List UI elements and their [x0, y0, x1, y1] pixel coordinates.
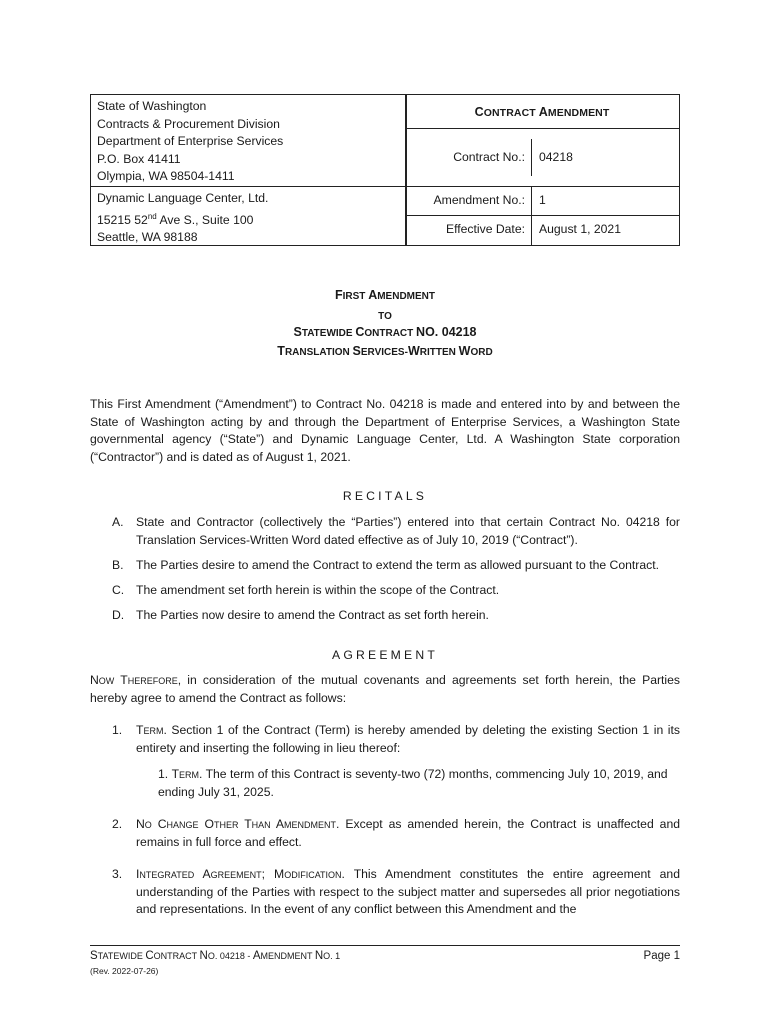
address-line: State of Washington [97, 99, 207, 113]
section-item: 3. Integrated Agreement; Modification. This Amendment constitutes the entire agreement and understanding of the Parties with respect to the subject matter and supersedes all prior negotiations and representations. In the event of any conflict between this Amendment and the [112, 867, 680, 916]
revision-date: (Rev. 2022-07-26) [90, 966, 159, 976]
recital-item: B. The Parties desire to amend the Contract to extend the term as allowed pursuant to the Contract. [112, 558, 659, 572]
sub-item-term: 1. Term. The term of this Contract is seventy-two (72) months, commencing July 10, 2019, and ending July 31, 2025. [158, 767, 668, 799]
effective-date-value: August 1, 2021 [539, 222, 621, 236]
address-line: Contracts & Procurement Division [97, 116, 280, 131]
recital-item: D. The Parties now desire to amend the Contract as set forth herein. [112, 608, 489, 622]
agreement-heading: AGREEMENT [332, 648, 438, 662]
contractor-city: Seattle, WA 98188 [97, 230, 198, 245]
section-item: 1. Term. Section 1 of the Contract (Term) is hereby amended by deleting the existing Section 1 in its entirety and inserting the following in lieu thereof: [112, 723, 680, 755]
title-line-3: STATEWIDE CONTRACT NO. 04218 [293, 325, 477, 339]
address-line: Olympia, WA 98504-1411 [97, 169, 235, 183]
title-line-1: FIRST AMENDMENT [334, 288, 435, 302]
footer-document-id: STATEWIDE CONTRACT NO. 04218 - AMENDMENT NO. 1 [90, 950, 341, 962]
amendment-no-label: Amendment No.: [433, 193, 525, 207]
title-line-2: TO [378, 311, 392, 322]
title-line-4: TRANSLATION SERVICES-WRITTEN WORD [277, 344, 493, 358]
section-item: 2. No Change Other Than Amendment. Except as amended herein, the Contract is unaffected and remains in full force and effect. [112, 817, 680, 849]
contractor-street: 15215 52nd Ave S., Suite 100 [97, 211, 254, 227]
address-line: P.O. Box 41411 [97, 151, 181, 166]
intro-paragraph: This First Amendment (“Amendment”) to Contract No. 04218 is made and entered into by and between the State of Washington acting by and through the Department of Enterprise Services, a Washington State governmental agency (“State”) and Dynamic Language Center, Ltd. A Washington State corporation (“Contractor”) and is dated as of August 1, 2021. [90, 397, 680, 464]
footer-divider [90, 945, 680, 946]
effective-date-label: Effective Date: [445, 222, 525, 236]
state-address-block [97, 98, 283, 186]
amendment-no-value: 1 [539, 193, 546, 207]
agreement-intro: Now Therefore, in consideration of the mutual covenants and agreements set forth herein, the Parties hereby agree to amend the Contract as follows: [90, 673, 680, 705]
contract-no-value: 04218 [539, 150, 573, 164]
address-line: Department of Enterprise Services [97, 134, 284, 148]
recital-item: A. State and Contractor (collectively the “Parties”) entered into that certain Contract No. 04218 for Translation Services-Written Word dated effective as of July 10, 2019 (“Contract”). [112, 515, 680, 547]
contractor-name: Dynamic Language Center, Ltd. [97, 191, 269, 205]
recitals-heading: RECITALS [342, 489, 428, 503]
page-number: Page 1 [643, 950, 680, 962]
header-box [90, 94, 680, 246]
recital-item: C. The amendment set forth herein is within the scope of the Contract. [112, 583, 500, 597]
contract-no-label: Contract No.: [453, 150, 525, 164]
contractor-address-block [97, 190, 268, 247]
contract-amendment-title: CONTRACT AMENDMENT [474, 105, 610, 119]
